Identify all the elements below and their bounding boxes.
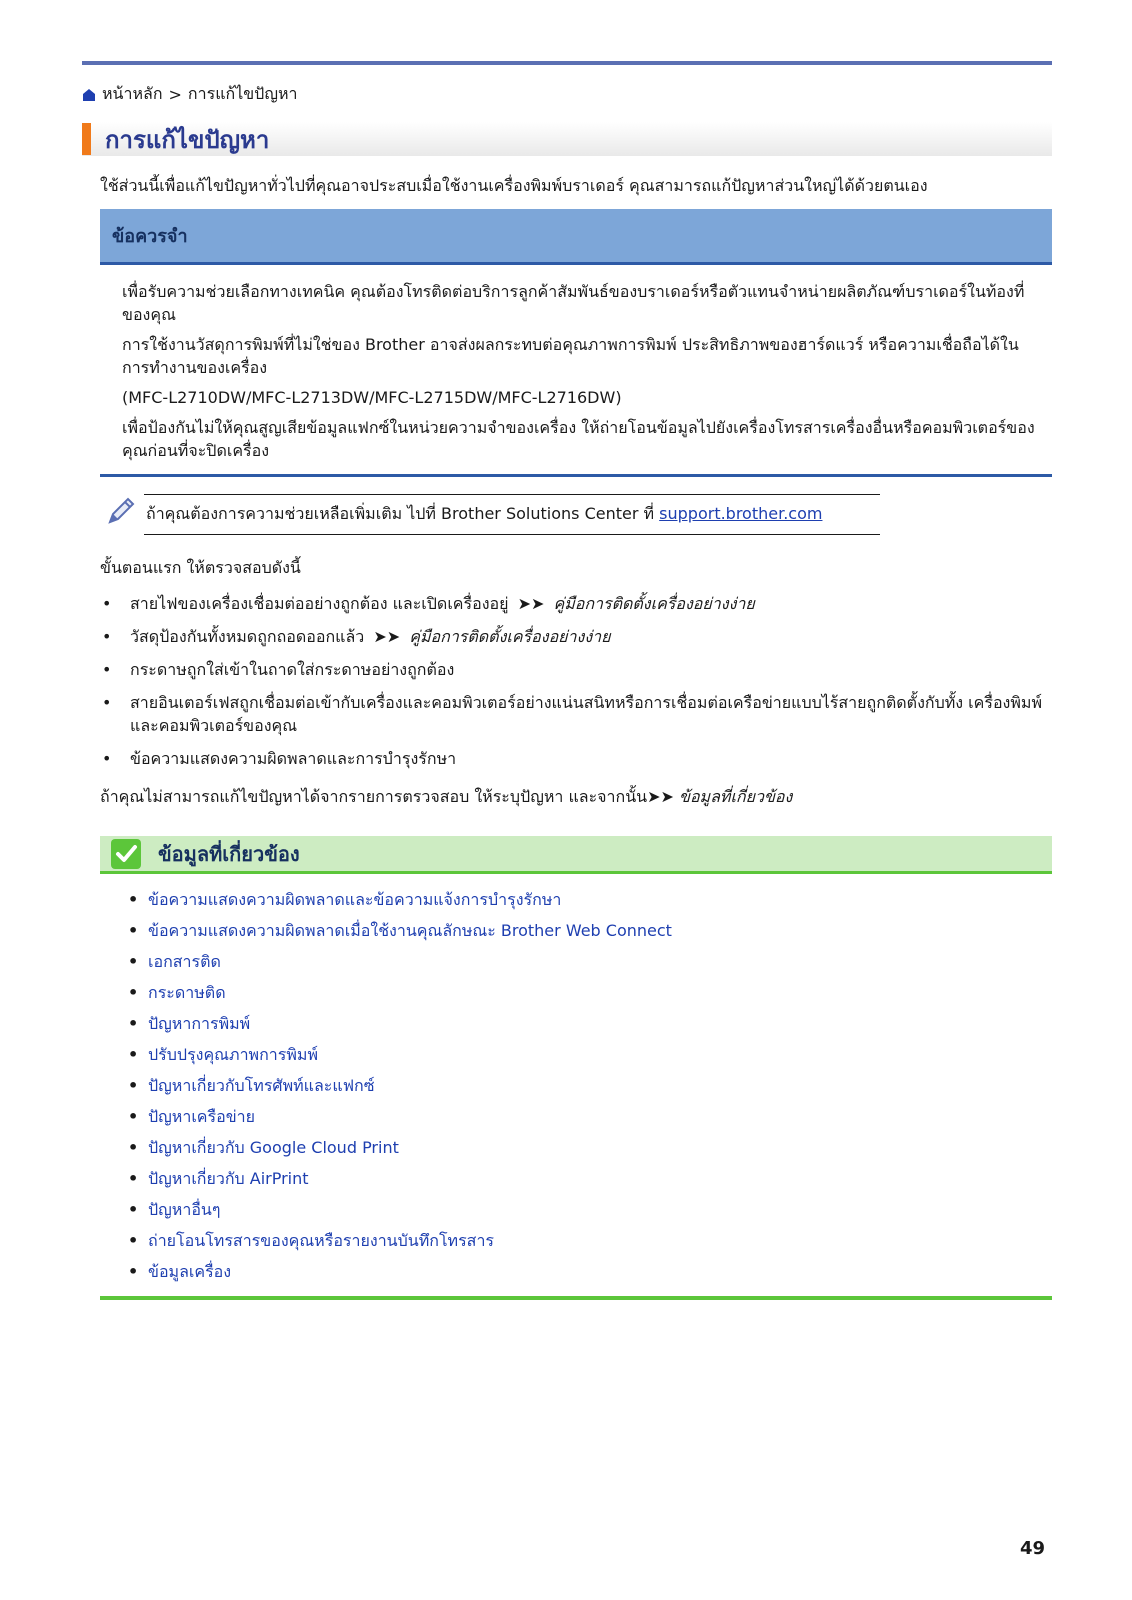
related-link-item: [128, 888, 672, 919]
pencil-icon: [104, 494, 138, 528]
arrows-icon: ➤➤: [517, 594, 545, 613]
note-header: [100, 209, 1052, 265]
page-title: การแก้ไขปัญหา: [105, 125, 270, 154]
related-link[interactable]: ปัญหาเกี่ยวกับ Google Cloud Print: [148, 1138, 399, 1157]
tip-message: ถ้าคุณต้องการความช่วยเหลือเพิ่มเติม ไปที่ Brother Solutions Center ที่: [146, 504, 655, 523]
checklist-item-text: กระดาษถูกใส่เข้าในถาดใส่กระดาษอย่างถูกต้อง: [130, 660, 455, 679]
title-accent: [82, 123, 91, 155]
breadcrumb-current: การแก้ไขปัญหา: [187, 84, 298, 103]
note-list: [122, 280, 1042, 469]
checklist-item: [100, 625, 1052, 648]
bottom-line-text: ถ้าคุณไม่สามารถแก้ไขปัญหาได้จากรายการตรวจสอบ ให้ระบุปัญหา และจากนั้น: [100, 787, 648, 806]
related-link[interactable]: ปรับปรุงคุณภาพการพิมพ์: [148, 1045, 318, 1064]
note-item: การใช้งานวัสดุการพิมพ์ที่ไม่ใช่ของ Brother อาจส่งผลกระทบต่อคุณภาพการพิมพ์ ประสิทธิภาพของฮาร์ดแวร์ หรือความเชื่อถือได้ในการทำงานของเครื่อง: [122, 335, 1019, 377]
related-link[interactable]: เอกสารติด: [148, 952, 221, 971]
checklist-item: [100, 658, 1052, 681]
related-links-list: [128, 888, 672, 1291]
related-link[interactable]: ปัญหาเกี่ยวกับโทรศัพท์และแฟกซ์: [148, 1076, 375, 1095]
checkmark-icon: [110, 838, 142, 870]
checklist-item-text: วัสดุป้องกันทั้งหมดถูกถอดออกแล้ว: [130, 627, 365, 646]
related-link[interactable]: ข้อความแสดงความผิดพลาดและข้อความแจ้งการบำรุงรักษา: [148, 890, 562, 909]
note-item: เพื่อป้องกันไม่ให้คุณสูญเสียข้อมูลแฟกซ์ในหน่วยความจำของเครื่อง ให้ถ่ายโอนข้อมูลไปยังเครื่องโทรสารเครื่องอื่นหรือคอมพิวเตอร์ของคุณก่อนที่จะปิดเครื่อง: [122, 418, 1035, 460]
checklist-item: [100, 747, 1052, 770]
related-bottom-rule: [100, 1296, 1052, 1300]
breadcrumb-home-link[interactable]: หน้าหลัก: [102, 84, 163, 103]
tip-line-top: [144, 494, 880, 495]
quick-setup-guide-ref: คู่มือการติดตั้งเครื่องอย่างง่าย: [409, 627, 611, 646]
related-link-item: [128, 1260, 672, 1291]
checklist-item: [100, 691, 1052, 737]
related-link-item: [128, 950, 672, 981]
related-info-ref: ข้อมูลที่เกี่ยวข้อง: [679, 787, 793, 806]
tip-text: [146, 502, 822, 527]
note-item: เพื่อรับความช่วยเลือกทางเทคนิค คุณต้องโทรติดต่อบริการลูกค้าสัมพันธ์ของบราเดอร์หรือตัวแทนจำหน่ายผลิตภัณฑ์บราเดอร์ในท้องที่ของคุณ: [122, 282, 1025, 324]
checklist-item-text: สายไฟของเครื่องเชื่อมต่ออย่างถูกต้อง และเปิดเครื่องอยู่: [130, 594, 509, 613]
related-link-item: [128, 1043, 672, 1074]
intro-text: ใช้ส่วนนี้เพื่อแก้ไขปัญหาทั่วไปที่คุณอาจประสบเมื่อใช้งานเครื่องพิมพ์บราเดอร์ คุณสามารถแก้ปัญหาส่วนใหญ่ได้ด้วยตนเอง: [100, 176, 928, 195]
bottom-line: [100, 785, 792, 810]
note-heading: ข้อควรจำ: [112, 226, 188, 247]
related-link-item: [128, 1012, 672, 1043]
page-number: 49: [1020, 1538, 1046, 1559]
tip-box: [100, 494, 880, 534]
related-heading: ข้อมูลที่เกี่ยวข้อง: [158, 841, 300, 866]
related-link-item: [128, 1105, 672, 1136]
related-link[interactable]: กระดาษติด: [148, 983, 226, 1002]
related-link-item: [128, 1229, 672, 1260]
arrows-icon: ➤➤: [647, 787, 674, 806]
note-bottom-rule: [100, 474, 1052, 477]
related-link[interactable]: ปัญหาการพิมพ์: [148, 1014, 251, 1033]
home-icon[interactable]: [82, 88, 96, 102]
related-link[interactable]: ถ่ายโอนโทรสารของคุณหรือรายงานบันทึกโทรสาร: [148, 1231, 495, 1250]
related-link-item: [128, 1074, 672, 1105]
top-rule: [82, 61, 1052, 65]
breadcrumb: [82, 82, 298, 107]
related-link[interactable]: ปัญหาเครือข่าย: [148, 1107, 255, 1126]
related-link-item: [128, 1136, 672, 1167]
related-link[interactable]: ข้อมูลเครื่อง: [148, 1262, 232, 1281]
note-item: (MFC-L2710DW/MFC-L2713DW/MFC-L2715DW/MFC-L2716DW): [122, 388, 622, 407]
related-link[interactable]: ปัญหาอื่นๆ: [148, 1200, 221, 1219]
related-link-item: [128, 1167, 672, 1198]
checklist: [100, 592, 1052, 780]
related-link[interactable]: ปัญหาเกี่ยวกับ AirPrint: [148, 1169, 309, 1188]
title-bar: [82, 122, 1052, 156]
related-link-item: [128, 981, 672, 1012]
related-header: [100, 836, 1052, 874]
related-link-item: [128, 1198, 672, 1229]
checklist-item: [100, 592, 1052, 615]
checklist-item-text: ข้อความแสดงความผิดพลาดและการบำรุงรักษา: [130, 749, 457, 768]
checklist-item-text: สายอินเตอร์เฟสถูกเชื่อมต่อเข้ากับเครื่องและคอมพิวเตอร์อย่างแน่นสนิทหรือการเชื่อมต่อเครือข่ายแบบไร้สายถูกติดตั้งกับทั้ง เครื่องพิมพ์และคอมพิวเตอร์ของคุณ: [130, 693, 1042, 735]
quick-setup-guide-ref: คู่มือการติดตั้งเครื่องอย่างง่าย: [553, 594, 755, 613]
related-link[interactable]: ข้อความแสดงความผิดพลาดเมื่อใช้งานคุณลักษณะ Brother Web Connect: [148, 921, 672, 940]
related-link-item: [128, 919, 672, 950]
breadcrumb-separator: >: [168, 85, 182, 104]
arrows-icon: ➤➤: [373, 627, 401, 646]
support-link[interactable]: support.brother.com: [659, 504, 823, 523]
tip-line-bottom: [144, 534, 880, 535]
first-step-text: ขั้นตอนแรก ให้ตรวจสอบดังนี้: [100, 558, 301, 577]
